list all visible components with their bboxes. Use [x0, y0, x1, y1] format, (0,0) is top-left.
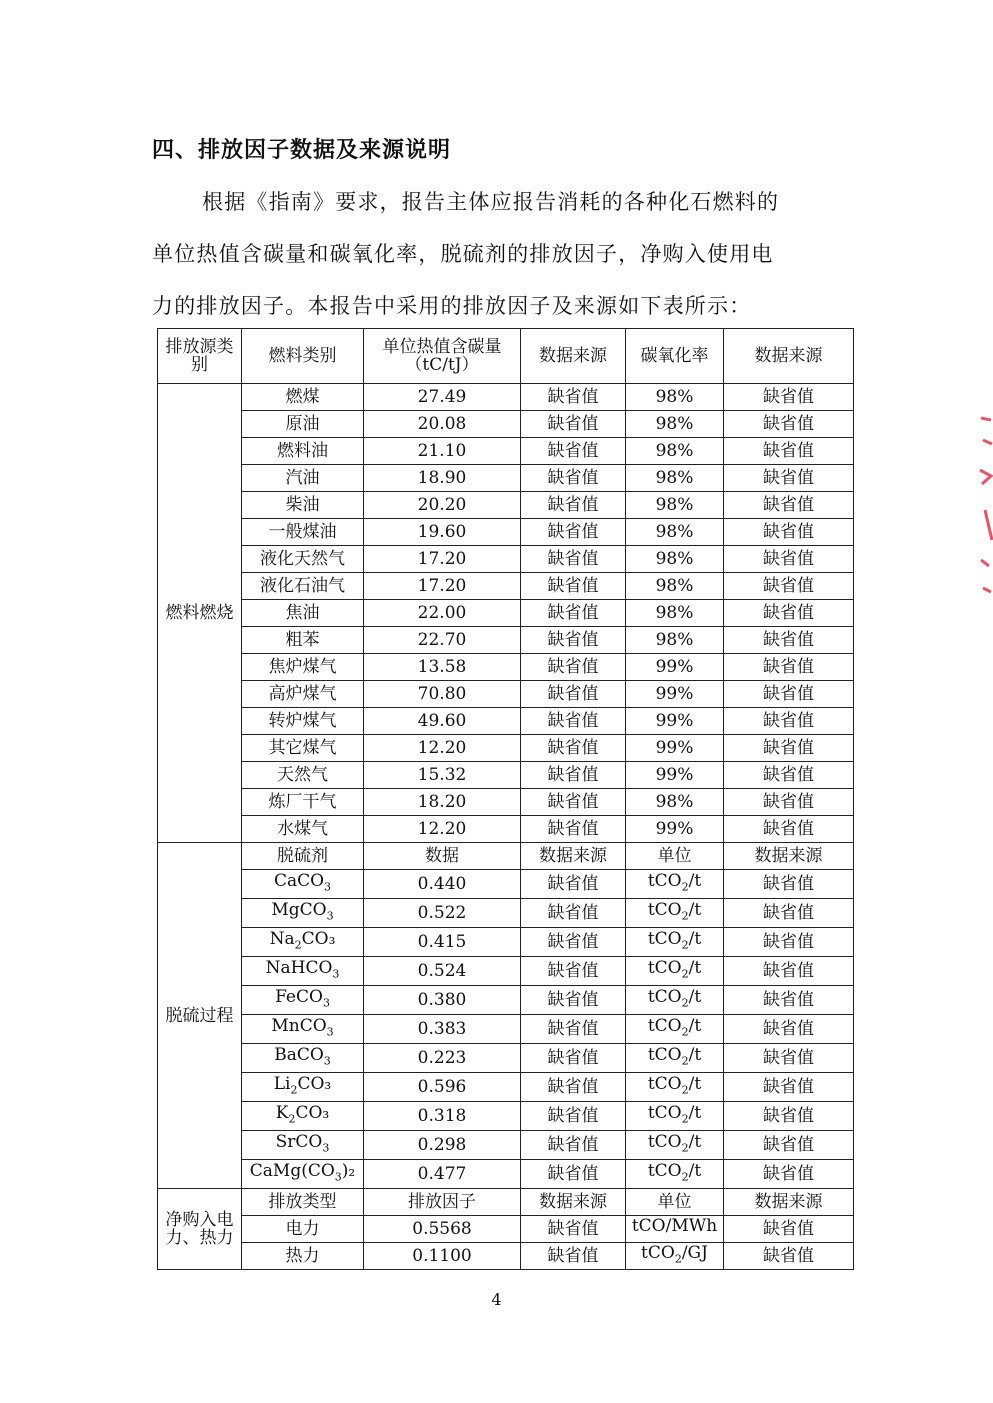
unit-tail: /t: [688, 1073, 702, 1094]
table-header-row: [158, 329, 854, 384]
table-row: [158, 957, 854, 986]
table-row: [158, 870, 854, 899]
data-source-2: 缺省值: [724, 573, 854, 600]
power-header-name: 排放类型: [242, 1189, 364, 1216]
data-source-2: 缺省值: [724, 762, 854, 789]
oxidation-rate: 98%: [626, 600, 724, 627]
desulfurizer-name-main: FeCO: [275, 986, 323, 1007]
carbon-content-value: 12.20: [364, 735, 521, 762]
table-row: [158, 735, 854, 762]
desulfurizer-name: [242, 1131, 364, 1160]
desulfurizer-name-subscript: 3: [323, 1054, 331, 1068]
data-source-2: 缺省值: [724, 492, 854, 519]
desulfurizer-name: [242, 1102, 364, 1131]
carbon-content-value: 17.20: [364, 573, 521, 600]
desulfurizer-name-main: SrCO: [275, 1131, 323, 1152]
intro-paragraph: [152, 176, 852, 332]
emission-factor-value: 0.522: [364, 899, 521, 928]
carbon-content-value: 17.20: [364, 546, 521, 573]
intro-line-1: 根据《指南》要求，报告主体应报告消耗的各种化石燃料的: [202, 190, 780, 214]
data-source-2: 缺省值: [724, 735, 854, 762]
unit-main: tCO/MWh: [631, 1215, 718, 1236]
category-desulfurization: 脱硫过程: [158, 843, 242, 1189]
data-source-2: 缺省值: [724, 899, 854, 928]
data-source-2: 缺省值: [724, 1216, 854, 1243]
table-row: [158, 1073, 854, 1102]
unit: [626, 1102, 724, 1131]
data-source: 缺省值: [521, 762, 626, 789]
unit-tail: /t: [688, 928, 702, 949]
table-row: [158, 1243, 854, 1270]
data-source: 缺省值: [521, 1160, 626, 1189]
unit-subscript: 2: [674, 1252, 682, 1266]
data-source-2: 缺省值: [724, 789, 854, 816]
fuel-name: 液化天然气: [242, 546, 364, 573]
fuel-name: 柴油: [242, 492, 364, 519]
unit-tail: /t: [688, 957, 702, 978]
intro-line-3: 力的排放因子。本报告中采用的排放因子及来源如下表所示：: [152, 294, 752, 318]
table-row: [158, 789, 854, 816]
desulfurizer-name: [242, 928, 364, 957]
data-source-2: 缺省值: [724, 957, 854, 986]
table-row: [158, 1216, 854, 1243]
data-source-2: 缺省值: [724, 1015, 854, 1044]
desulf-header-unit: 单位: [626, 843, 724, 870]
oxidation-rate: 98%: [626, 492, 724, 519]
unit-subscript: 2: [681, 1141, 689, 1155]
emission-factor-value: 0.318: [364, 1102, 521, 1131]
red-seal-stamp-fragment: [979, 410, 993, 600]
table-row: [158, 1102, 854, 1131]
table-row: [158, 986, 854, 1015]
carbon-content-value: 21.10: [364, 438, 521, 465]
emission-factor-value: 0.524: [364, 957, 521, 986]
unit-main: tCO: [647, 1102, 682, 1123]
desulfurizer-name-main: CaCO: [273, 870, 325, 891]
header-data-source: 数据来源: [521, 329, 626, 384]
desulfurizer-name: [242, 986, 364, 1015]
table-row: [158, 627, 854, 654]
unit: [626, 1073, 724, 1102]
unit-subscript: 2: [681, 1112, 689, 1126]
fuel-name: 水煤气: [242, 816, 364, 843]
data-source: 缺省值: [521, 411, 626, 438]
data-source-2: 缺省值: [724, 1243, 854, 1270]
emission-factor-value: 0.1100: [364, 1243, 521, 1270]
category-fuel-combustion: 燃料燃烧: [158, 384, 242, 843]
header-source-category: 排放源类别: [158, 329, 242, 384]
data-source-2: 缺省值: [724, 708, 854, 735]
desulfurizer-name: [242, 899, 364, 928]
data-source: 缺省值: [521, 1044, 626, 1073]
data-source: 缺省值: [521, 899, 626, 928]
data-source-2: 缺省值: [724, 600, 854, 627]
category-purchased-power-heat: 净购入电力、热力: [158, 1189, 242, 1270]
data-source-2: 缺省值: [724, 1044, 854, 1073]
unit: [626, 928, 724, 957]
desulfurizer-name-subscript: 3: [324, 880, 332, 894]
unit-main: tCO: [647, 1073, 682, 1094]
unit-tail: /GJ: [681, 1242, 708, 1263]
data-source-2: 缺省值: [724, 654, 854, 681]
desulfurizer-name-tail: )₂: [341, 1160, 356, 1181]
data-source-2: 缺省值: [724, 546, 854, 573]
desulfurizer-name-main: Na: [269, 928, 295, 949]
emission-factor-value: 0.380: [364, 986, 521, 1015]
section-heading: 四、排放因子数据及来源说明: [152, 138, 452, 163]
unit: [626, 899, 724, 928]
data-source-2: 缺省值: [724, 1102, 854, 1131]
data-source: 缺省值: [521, 789, 626, 816]
unit-main: tCO: [647, 1044, 682, 1065]
unit: [626, 986, 724, 1015]
desulfurizer-name-subscript: 2: [290, 1083, 298, 1097]
oxidation-rate: 99%: [626, 708, 724, 735]
carbon-content-value: 22.00: [364, 600, 521, 627]
data-source: 缺省值: [521, 1015, 626, 1044]
oxidation-rate: 98%: [626, 573, 724, 600]
oxidation-rate: 99%: [626, 762, 724, 789]
data-source: 缺省值: [521, 681, 626, 708]
fuel-name: 液化石油气: [242, 573, 364, 600]
data-source: 缺省值: [521, 492, 626, 519]
data-source: 缺省值: [521, 465, 626, 492]
desulfurizer-name: [242, 957, 364, 986]
desulfurizer-name-main: Li: [273, 1073, 291, 1094]
power-header-row: [158, 1189, 854, 1216]
table-row: [158, 708, 854, 735]
table-row: [158, 762, 854, 789]
fuel-name: 原油: [242, 411, 364, 438]
oxidation-rate: 99%: [626, 681, 724, 708]
oxidation-rate: 98%: [626, 789, 724, 816]
table-row: [158, 681, 854, 708]
fuel-name: 粗苯: [242, 627, 364, 654]
desulfurizer-name-tail: CO₃: [301, 928, 336, 949]
desulfurizer-name-subscript: 3: [322, 996, 330, 1010]
desulfurizer-name-subscript: 3: [322, 1141, 330, 1155]
oxidation-rate: 98%: [626, 519, 724, 546]
unit: [626, 870, 724, 899]
unit-main: tCO: [647, 957, 682, 978]
unit-tail: /t: [688, 1044, 702, 1065]
fuel-name: 焦炉煤气: [242, 654, 364, 681]
data-source-2: 缺省值: [724, 627, 854, 654]
table-row: [158, 600, 854, 627]
carbon-content-value: 27.49: [364, 384, 521, 411]
carbon-content-value: 49.60: [364, 708, 521, 735]
data-source: 缺省值: [521, 816, 626, 843]
desulfurizer-name-tail: CO₃: [295, 1102, 330, 1123]
table-row: [158, 654, 854, 681]
desulfurizer-name: [242, 1160, 364, 1189]
data-source: 缺省值: [521, 957, 626, 986]
data-source: 缺省值: [521, 1243, 626, 1270]
header-fuel-type: 燃料类别: [242, 329, 364, 384]
data-source-2: 缺省值: [724, 1160, 854, 1189]
fuel-name: 高炉煤气: [242, 681, 364, 708]
data-source: 缺省值: [521, 1102, 626, 1131]
fuel-name: 一般煤油: [242, 519, 364, 546]
emission-factor-table-body: [158, 329, 854, 1270]
desulf-header-source: 数据来源: [521, 843, 626, 870]
oxidation-rate: 99%: [626, 735, 724, 762]
fuel-name: 焦油: [242, 600, 364, 627]
emission-factor-value: 0.298: [364, 1131, 521, 1160]
emission-factor-value: 0.5568: [364, 1216, 521, 1243]
unit-subscript: 2: [681, 880, 689, 894]
desulf-header-source-2: 数据来源: [724, 843, 854, 870]
data-source-2: 缺省值: [724, 816, 854, 843]
carbon-content-value: 20.08: [364, 411, 521, 438]
desulfurizer-name-main: MgCO: [271, 899, 327, 920]
table-row: [158, 492, 854, 519]
table-row: [158, 384, 854, 411]
unit-main: tCO: [647, 1015, 682, 1036]
carbon-content-value: 15.32: [364, 762, 521, 789]
unit-tail: /t: [688, 1160, 702, 1181]
oxidation-rate: 98%: [626, 546, 724, 573]
data-source-2: 缺省值: [724, 411, 854, 438]
unit-tail: /t: [688, 986, 702, 1007]
emission-factor-value: 0.383: [364, 1015, 521, 1044]
desulfurizer-name-main: CaMg(CO: [249, 1160, 335, 1181]
unit-main: tCO: [647, 1160, 682, 1181]
emission-factor-value: 0.415: [364, 928, 521, 957]
unit-main: tCO: [647, 1131, 682, 1152]
power-header-unit: 单位: [626, 1189, 724, 1216]
power-header-source: 数据来源: [521, 1189, 626, 1216]
oxidation-rate: 98%: [626, 438, 724, 465]
data-source: 缺省值: [521, 600, 626, 627]
data-source-2: 缺省值: [724, 519, 854, 546]
header-data-source-2: 数据来源: [724, 329, 854, 384]
desulfurizer-name-main: NaHCO: [265, 957, 333, 978]
desulf-header-row: [158, 843, 854, 870]
unit-main: tCO: [647, 928, 682, 949]
data-source: 缺省值: [521, 1073, 626, 1102]
data-source-2: 缺省值: [724, 928, 854, 957]
data-source: 缺省值: [521, 1216, 626, 1243]
table-row: [158, 438, 854, 465]
fuel-name: 天然气: [242, 762, 364, 789]
carbon-content-value: 70.80: [364, 681, 521, 708]
table-row: [158, 1160, 854, 1189]
unit-subscript: 2: [681, 1054, 689, 1068]
data-source: 缺省值: [521, 654, 626, 681]
unit-subscript: 2: [681, 1025, 689, 1039]
data-source: 缺省值: [521, 928, 626, 957]
carbon-content-value: 20.20: [364, 492, 521, 519]
oxidation-rate: 98%: [626, 627, 724, 654]
table-row: [158, 573, 854, 600]
desulfurizer-name-subscript: 3: [332, 967, 340, 981]
unit: [626, 1015, 724, 1044]
oxidation-rate: 98%: [626, 384, 724, 411]
desulfurizer-name-main: K: [275, 1102, 289, 1123]
fuel-name: 转炉煤气: [242, 708, 364, 735]
page-number: 4: [491, 1290, 502, 1309]
data-source: 缺省值: [521, 627, 626, 654]
data-source-2: 缺省值: [724, 870, 854, 899]
desulfurizer-name-subscript: 2: [288, 1112, 296, 1126]
table-row: [158, 816, 854, 843]
header-carbon-content: 单位热值含碳量（tC/tJ）: [364, 329, 521, 384]
emission-factor-value: 0.477: [364, 1160, 521, 1189]
carbon-content-value: 22.70: [364, 627, 521, 654]
unit-main: tCO: [647, 870, 682, 891]
unit: [626, 957, 724, 986]
data-source-2: 缺省值: [724, 681, 854, 708]
table-row: [158, 1044, 854, 1073]
emission-factor-table: [157, 328, 854, 1270]
power-header-value: 排放因子: [364, 1189, 521, 1216]
data-source: 缺省值: [521, 735, 626, 762]
emission-factor-value: 0.223: [364, 1044, 521, 1073]
fuel-name: 炼厂干气: [242, 789, 364, 816]
desulfurizer-name-subscript: 3: [326, 909, 334, 923]
unit-tail: /t: [688, 1015, 702, 1036]
unit-subscript: 2: [681, 996, 689, 1010]
data-source: 缺省值: [521, 1131, 626, 1160]
table-row: [158, 899, 854, 928]
oxidation-rate: 98%: [626, 411, 724, 438]
table-row: [158, 1015, 854, 1044]
data-source-2: 缺省值: [724, 986, 854, 1015]
desulf-header-name: 脱硫剂: [242, 843, 364, 870]
data-source-2: 缺省值: [724, 1073, 854, 1102]
carbon-content-value: 18.90: [364, 465, 521, 492]
fuel-name: 汽油: [242, 465, 364, 492]
data-source-2: 缺省值: [724, 384, 854, 411]
table-row: [158, 928, 854, 957]
unit: [626, 1243, 724, 1270]
desulfurizer-name-subscript: 3: [334, 1170, 342, 1184]
fuel-name: 燃煤: [242, 384, 364, 411]
data-source: 缺省值: [521, 986, 626, 1015]
desulfurizer-name: [242, 1044, 364, 1073]
data-source: 缺省值: [521, 708, 626, 735]
desulf-header-value: 数据: [364, 843, 521, 870]
oxidation-rate: 98%: [626, 465, 724, 492]
emission-type: 电力: [242, 1216, 364, 1243]
emission-factor-value: 0.440: [364, 870, 521, 899]
data-source: 缺省值: [521, 384, 626, 411]
desulfurizer-name-subscript: 2: [294, 938, 302, 952]
data-source: 缺省值: [521, 870, 626, 899]
carbon-content-value: 18.20: [364, 789, 521, 816]
unit-subscript: 2: [681, 938, 689, 952]
unit-main: tCO: [641, 1242, 675, 1263]
data-source-2: 缺省值: [724, 438, 854, 465]
header-oxidation-rate: 碳氧化率: [626, 329, 724, 384]
unit-tail: /t: [688, 1102, 702, 1123]
unit-tail: /t: [688, 1131, 702, 1152]
table-row: [158, 465, 854, 492]
unit-tail: /t: [688, 899, 702, 920]
data-source: 缺省值: [521, 546, 626, 573]
data-source: 缺省值: [521, 573, 626, 600]
desulfurizer-name: [242, 1015, 364, 1044]
unit-subscript: 2: [681, 1083, 689, 1097]
power-header-source-2: 数据来源: [724, 1189, 854, 1216]
desulfurizer-name: [242, 1073, 364, 1102]
unit: [626, 1160, 724, 1189]
data-source-2: 缺省值: [724, 465, 854, 492]
emission-factor-value: 0.596: [364, 1073, 521, 1102]
oxidation-rate: 99%: [626, 816, 724, 843]
carbon-content-value: 19.60: [364, 519, 521, 546]
desulfurizer-name-main: MnCO: [271, 1015, 327, 1036]
data-source: 缺省值: [521, 519, 626, 546]
unit-subscript: 2: [681, 967, 689, 981]
desulfurizer-name-main: BaCO: [274, 1044, 324, 1065]
carbon-content-value: 12.20: [364, 816, 521, 843]
unit-main: tCO: [647, 899, 682, 920]
desulfurizer-name-tail: CO₃: [297, 1073, 332, 1094]
oxidation-rate: 99%: [626, 654, 724, 681]
unit-tail: /t: [688, 870, 702, 891]
unit-main: tCO: [647, 986, 682, 1007]
fuel-name: 燃料油: [242, 438, 364, 465]
emission-type: 热力: [242, 1243, 364, 1270]
unit: [626, 1216, 724, 1243]
unit-subscript: 2: [681, 909, 689, 923]
data-source-2: 缺省值: [724, 1131, 854, 1160]
table-row: [158, 1131, 854, 1160]
table-row: [158, 546, 854, 573]
desulfurizer-name: [242, 870, 364, 899]
unit: [626, 1044, 724, 1073]
unit: [626, 1131, 724, 1160]
carbon-content-value: 13.58: [364, 654, 521, 681]
table-row: [158, 519, 854, 546]
table-row: [158, 411, 854, 438]
fuel-name: 其它煤气: [242, 735, 364, 762]
desulfurizer-name-subscript: 3: [326, 1025, 334, 1039]
unit-subscript: 2: [681, 1170, 689, 1184]
intro-line-2: 单位热值含碳量和碳氧化率，脱硫剂的排放因子，净购入使用电: [152, 242, 774, 266]
data-source: 缺省值: [521, 438, 626, 465]
